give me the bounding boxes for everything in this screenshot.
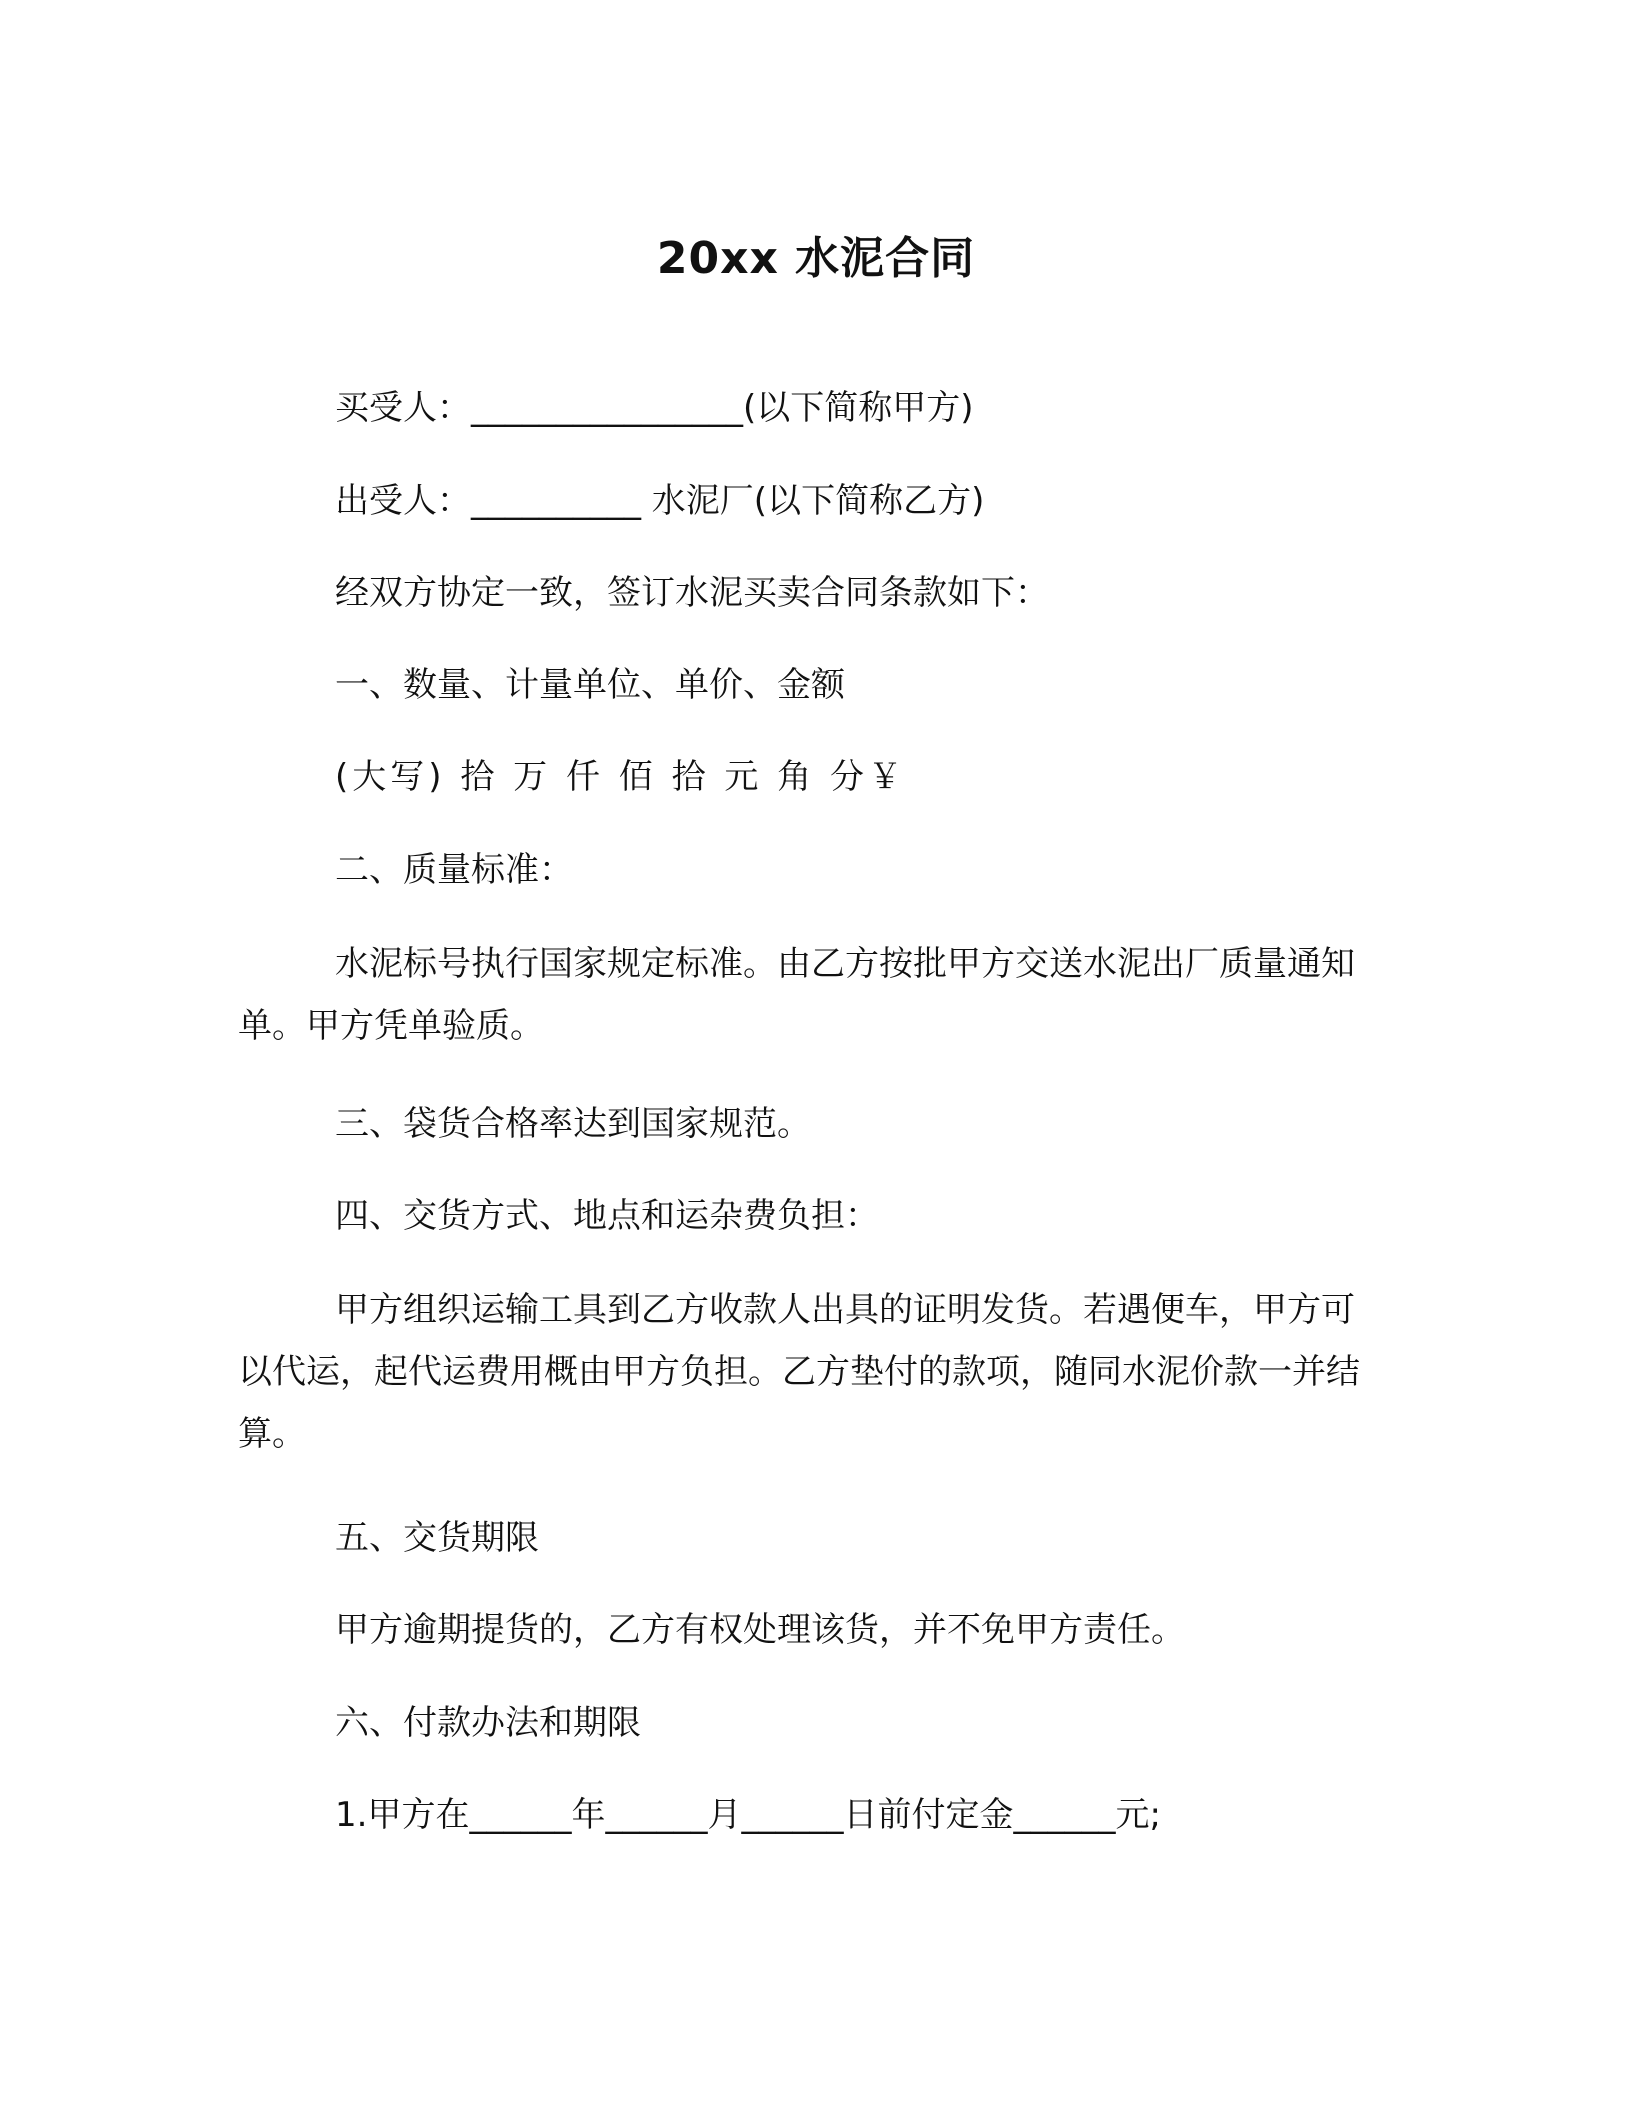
section-5-heading: 五、交货期限 [335,1518,539,1558]
section-6-heading: 六、付款办法和期限 [335,1703,641,1743]
section-4-text: 甲方组织运输工具到乙方收款人出具的证明发货。若遇便车，甲方可以代运，起代运费用概由甲方负担。乙方垫付的款项，随同水泥价款一并结算。 [238,1290,1360,1454]
section-5-text: 甲方逾期提货的，乙方有权处理该货，并不免甲方责任。 [335,1610,1185,1650]
section-2-text: 水泥标号执行国家规定标准。由乙方按批甲方交送水泥出厂质量通知单。甲方凭单验质。 [238,944,1355,1046]
payment-item-1: 1.甲方在______年______月______日前付定金______元; [335,1795,1161,1835]
amount-in-words-line: (大写) 拾 万 仟 佰 拾 元 角 分￥ [335,757,906,797]
seller-line: 出受人：__________ 水泥厂(以下简称乙方) [335,481,985,521]
section-4-heading: 四、交货方式、地点和运杂费负担： [335,1196,879,1236]
document-title: 20xx 水泥合同 [656,233,976,284]
section-3-heading: 三、袋货合格率达到国家规范。 [335,1104,811,1144]
intro-text: 经双方协定一致，签订水泥买卖合同条款如下： [335,573,1049,613]
buyer-line: 买受人：________________(以下简称甲方) [335,388,974,428]
section-1-heading: 一、数量、计量单位、单价、金额 [335,665,845,705]
section-2-heading: 二、质量标准： [335,850,573,890]
